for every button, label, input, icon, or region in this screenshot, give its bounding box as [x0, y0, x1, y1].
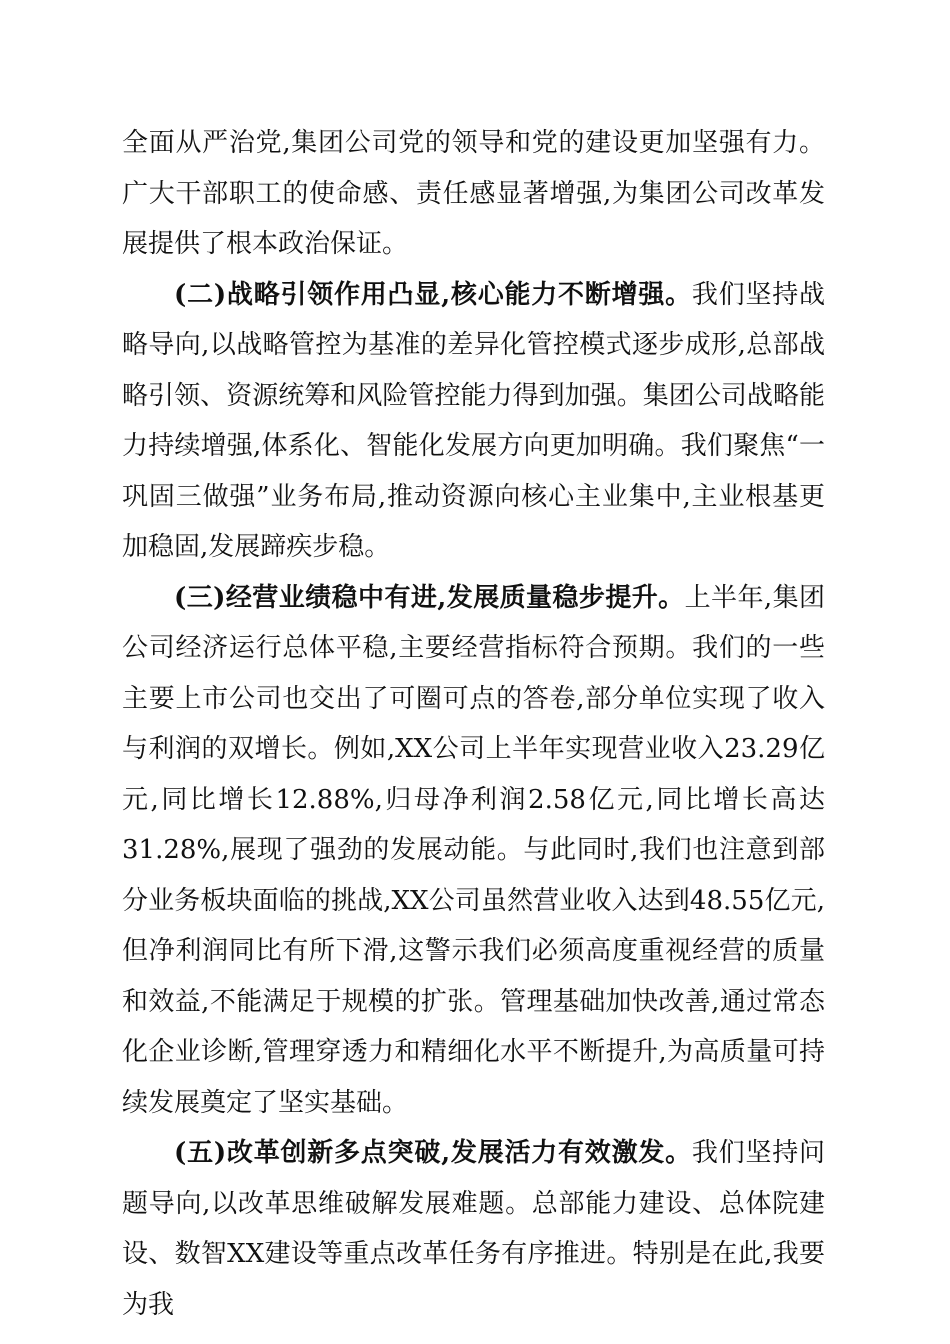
paragraph-heading: (二)战略引领作用凸显,核心能力不断增强。 [174, 279, 692, 310]
paragraph-text: 全面从严治党,集团公司党的领导和党的建设更加坚强有力。广大干部职工的使命感、责任感显著增强,为集团公司改革发展提供了根本政治保证。 [122, 128, 825, 259]
paragraph-reform [122, 1128, 825, 1330]
paragraph-continuation [122, 118, 825, 270]
paragraph-text: 上半年,集团公司经济运行总体平稳,主要经营指标符合预期。我们的一些主要上市公司也交出了可圈可点的答卷,部分单位实现了收入与利润的双增长。例如,XX公司上半年实现营业收入23.29亿元,同比增长12.88%,归母净利润2.58亿元,同比增长高达31.28%,展现了强劲的发展动能。与此同时,我们也注意到部分业务板块面临的挑战,XX公司虽然营业收入达到48.55亿元,但净利润同比有所下滑,这警示我们必须高度重视经营的质量和效益,不能满足于规模的扩张。管理基础加快改善,通过常态化企业诊断,管理穿透力和精细化水平不断提升,为高质量可持续发展奠定了坚实基础。 [122, 582, 826, 1118]
paragraph-heading: (五)改革创新多点突破,发展活力有效激发。 [174, 1138, 692, 1168]
document-body [122, 118, 825, 1330]
paragraph-performance [122, 573, 825, 1129]
paragraph-text: 我们坚持战略导向,以战略管控为基准的差异化管控模式逐步成形,总部战略引领、资源统筹和风险管控能力得到加强。集团公司战略能力持续增强,体系化、智能化发展方向更加明确。我们聚焦“一巩固三做强”业务布局,推动资源向核心主业集中,主业根基更加稳固,发展蹄疾步稳。 [122, 279, 825, 562]
paragraph-heading: (三)经营业绩稳中有进,发展质量稳步提升。 [174, 582, 685, 613]
paragraph-strategy [122, 270, 825, 573]
paragraph-text: 我们坚持问题导向,以改革思维破解发展难题。总部能力建设、总体院建设、数智XX建设等重点改革任务有序推进。特别是在此,我要为我 [122, 1138, 825, 1320]
